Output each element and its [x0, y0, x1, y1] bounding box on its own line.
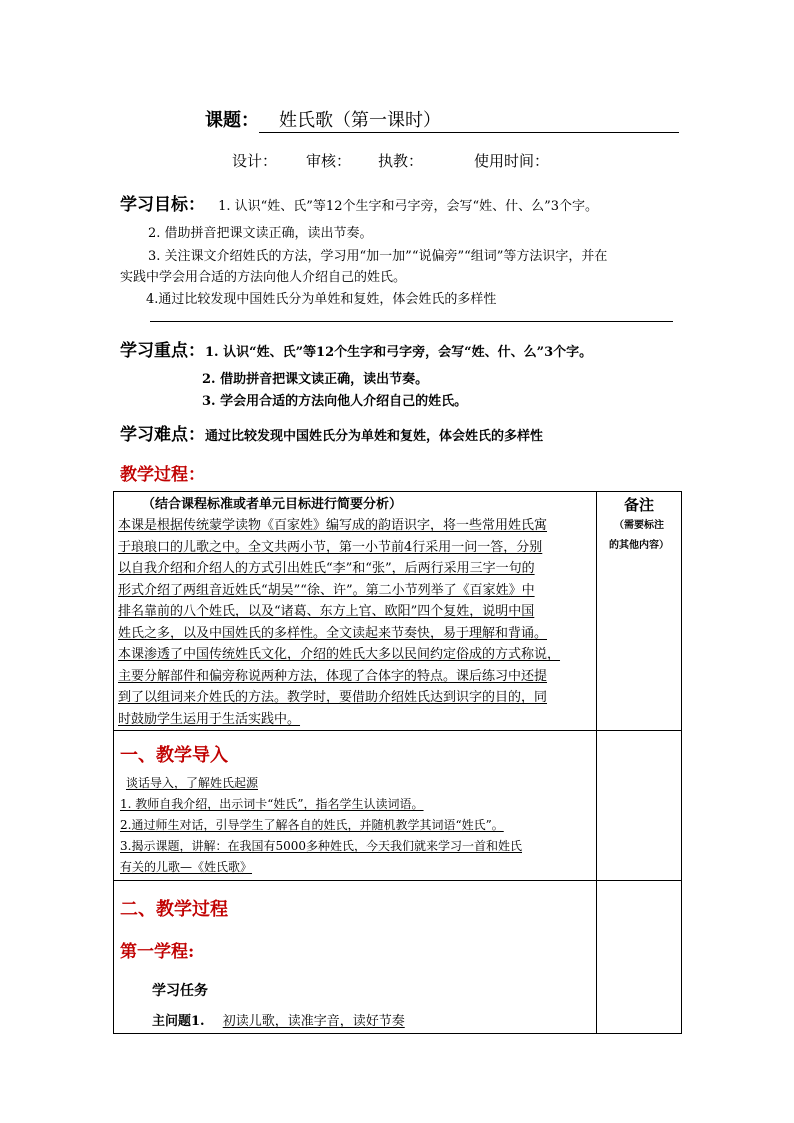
main-question-label: 主问题1. [152, 1014, 205, 1029]
difficulty-row [120, 420, 543, 445]
keypoint-item-1: 1. 认识“姓、氏”等12个生字和弓字旁，会写“姓、什、么”3个字。 [205, 345, 593, 360]
analysis-line-1: 本课是根据传统蒙学读物《百家姓》编写成的韵语识字，将一些常用姓氏寓 [118, 518, 548, 533]
intro-cell [114, 731, 597, 881]
analysis-line-5: 排名靠前的八个姓氏，以及“诸葛、东方上官、欧阳”四个复姓，说明中国 [118, 604, 535, 619]
first-stage-heading: 第一学程: [120, 942, 195, 962]
remark-note-2: 的其他内容） [609, 540, 669, 551]
task-label: 学习任务 [152, 983, 208, 999]
use-time-label: 使用时间： [474, 152, 550, 170]
analysis-line-2: 于琅琅口的儿歌之中。全文共两小节，第一小节前4行采用一问一答，分别 [118, 539, 543, 555]
intro-line-4: 3.揭示课题，讲解：在我国有5000多种姓氏，今天我们就来学习一首和姓氏 [120, 839, 522, 853]
difficulty-text: 通过比较发现中国姓氏分为单姓和复姓，体会姓氏的多样性 [205, 429, 544, 444]
teach-label: 执教： [378, 152, 424, 170]
intro-line-1: 谈话导入，了解姓氏起源 [126, 776, 259, 790]
main-question-row [114, 1000, 596, 1033]
remark-title: 备注 [623, 496, 654, 514]
analysis-line-9: 到了以组词来介姓氏的方法。教学时，要借助介绍姓氏达到识字的目的，同 [118, 690, 548, 705]
goal-item-1: 1. 认识“姓、氏”等12个生字和弓字旁，会写“姓、什、么”3个字。 [218, 199, 599, 214]
process-heading: 二、教学过程 [120, 899, 228, 920]
lesson-title-row [205, 106, 679, 133]
goals-label: 学习目标： [120, 195, 205, 215]
analysis-line-3: 以自我介绍和介绍人的方式引出姓氏“李”和“张”，后两行采用三字一句的 [118, 561, 535, 576]
analysis-line-7: 本课渗透了中国传统姓氏文化，介绍的姓氏大多以民间约定俗成的方式称说， [118, 647, 561, 662]
difficulty-label: 学习难点： [120, 425, 205, 445]
intro-heading: 一、教学导入 [120, 745, 228, 766]
goal-item-4: 4.通过比较发现中国姓氏分为单姓和复姓，体会姓氏的多样性 [146, 292, 497, 307]
teaching-table [113, 491, 682, 1034]
process-cell [114, 881, 597, 1034]
keypoints-label: 学习重点： [120, 341, 205, 361]
goals-divider [150, 321, 673, 322]
intro-remark-cell [597, 731, 682, 881]
goal-item-3: 3. 关注课文介绍姓氏的方法，学习用“加一加”“说偏旁”“组词”等方法识字，并在 [148, 249, 608, 264]
intro-line-2: 1. 教师自我介绍，出示词卡“姓氏”，指名学生认读词语。 [120, 797, 424, 811]
intro-line-5: 有关的儿歌—《姓氏歌》 [120, 860, 253, 874]
analysis-line-6: 姓氏之多，以及中国姓氏的多样性。全文读起来节奏快，易于理解和背诵。 [118, 625, 548, 641]
process-label: 教学过程： [120, 465, 205, 485]
intro-line-3: 2.通过师生对话，引导学生了解各自的姓氏，并随机教学其词语“姓氏”。 [120, 818, 504, 832]
remark-note-1: （需要标注 [614, 520, 664, 531]
goal-item-2: 2. 借助拼音把课文读正确，读出节奏。 [148, 226, 373, 241]
review-label: 审核： [306, 152, 352, 170]
goals-first-line [120, 190, 598, 215]
analysis-line-10: 时鼓励学生运用于生活实践中。 [118, 711, 301, 727]
process-remark-cell [597, 881, 682, 1034]
process-row [114, 881, 682, 1034]
analysis-row [114, 492, 682, 731]
analysis-cell [114, 492, 597, 731]
keypoint-item-3: 3. 学会用合适的方法向他人介绍自己的姓氏。 [202, 394, 468, 409]
lesson-title-label: 课题： [205, 110, 259, 131]
intro-row [114, 731, 682, 881]
keypoints-first-line [120, 336, 592, 361]
remark-cell [597, 492, 682, 731]
design-label: 设计： [232, 152, 278, 170]
main-question-text: 初读儿歌，读准字音，读好节奏 [222, 1014, 405, 1029]
lesson-title-value: 姓氏歌（第一课时） [259, 106, 679, 133]
analysis-heading: （结合课程标准或者单元目标进行简要分析） [142, 497, 403, 512]
analysis-line-8: 主要分解部件和偏旁称说两种方法，体现了合体字的特点。课后练习中还提 [118, 668, 548, 684]
analysis-line-4: 形式介绍了两组音近姓氏“胡吴”“徐、许”。第二小节列举了《百家姓》中 [118, 582, 535, 598]
keypoint-item-2: 2. 借助拼音把课文读正确，读出节奏。 [202, 372, 429, 387]
goal-item-3-cont: 实践中学会用合适的方法向他人介绍自己的姓氏。 [120, 270, 407, 285]
